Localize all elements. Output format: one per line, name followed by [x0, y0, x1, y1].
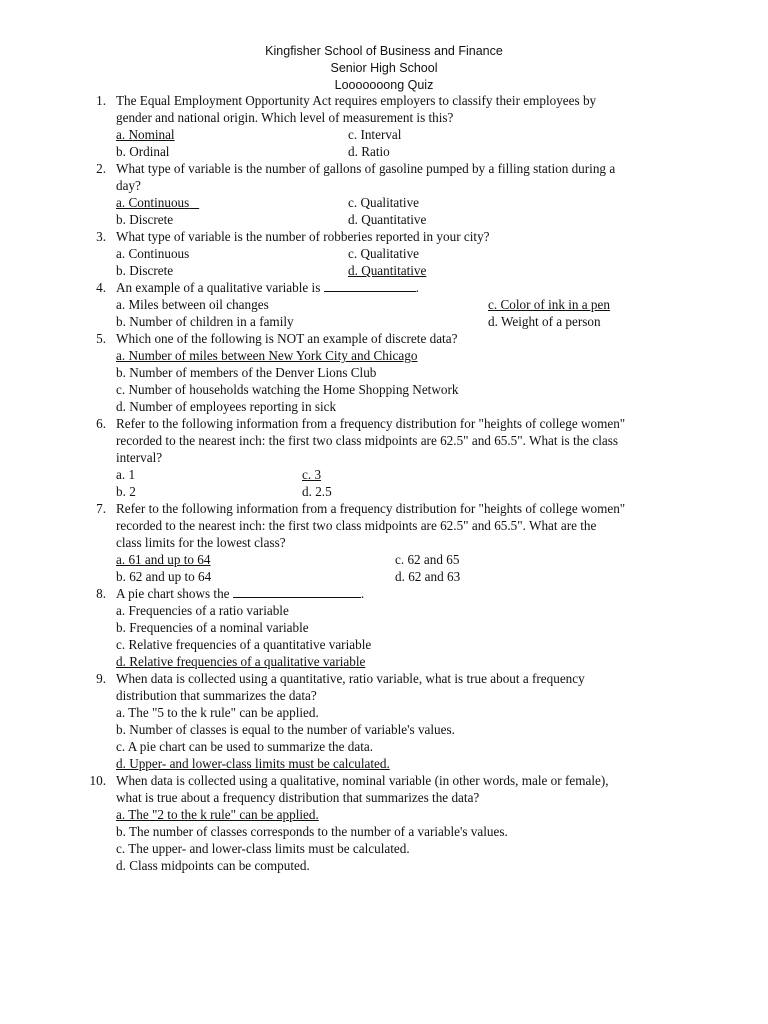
- question-text: What type of variable is the number of gallons of gasoline pumped by a filling station during a: [116, 161, 616, 176]
- question-text: recorded to the nearest inch: the first two class midpoints are 62.5" and 65.5". What are the: [116, 518, 597, 533]
- answer-option: c. 3: [302, 467, 322, 482]
- answer-option: b. Number of members of the Denver Lions Club: [116, 365, 377, 380]
- answer-option: b. Number of classes is equal to the number of variable's values.: [116, 722, 455, 737]
- answer-option: b. Ordinal: [116, 144, 170, 159]
- school-name: Kingfisher School of Business and Finance: [265, 44, 503, 58]
- question-number: 10.: [89, 773, 106, 788]
- answer-option: c. Color of ink in a pen: [488, 297, 610, 312]
- answer-option: a. Number of miles between New York City and Chicago: [116, 348, 418, 363]
- answer-option: d. Upper- and lower-class limits must be calculated.: [116, 756, 390, 771]
- question-number: 2.: [96, 161, 106, 176]
- question-text: Refer to the following information from a frequency distribution for "heights of college women": [116, 416, 626, 431]
- question-text: The Equal Employment Opportunity Act requires employers to classify their employees by: [116, 93, 597, 108]
- answer-option: d. Ratio: [348, 144, 390, 159]
- question-number: 1.: [96, 93, 106, 108]
- answer-option: c. Number of households watching the Home Shopping Network: [116, 382, 459, 397]
- answer-option: d. Relative frequencies of a qualitative variable: [116, 654, 366, 669]
- question-text: day?: [116, 178, 141, 193]
- answer-option: a. 61 and up to 64: [116, 552, 211, 567]
- question-text: interval?: [116, 450, 163, 465]
- answer-option: d. Class midpoints can be computed.: [116, 858, 310, 873]
- question-text: distribution that summarizes the data?: [116, 688, 317, 703]
- question-text: gender and national origin. Which level of measurement is this?: [116, 110, 454, 125]
- question-text: A pie chart shows the .: [116, 586, 365, 601]
- answer-option: c. The upper- and lower-class limits must be calculated.: [116, 841, 410, 856]
- question-number: 3.: [96, 229, 106, 244]
- quiz-title: Looooooong Quiz: [334, 78, 434, 92]
- answer-option: d. Number of employees reporting in sick: [116, 399, 337, 414]
- answer-option: c. Interval: [348, 127, 402, 142]
- answer-option: b. Number of children in a family: [116, 314, 294, 329]
- answer-option: a. Continuous: [116, 246, 190, 261]
- answer-option: d. Quantitative: [348, 263, 427, 278]
- school-level: Senior High School: [330, 61, 438, 75]
- answer-option: a. The "5 to the k rule" can be applied.: [116, 705, 319, 720]
- question-text: recorded to the nearest inch: the first two class midpoints are 62.5" and 65.5". What is the class: [116, 433, 618, 448]
- question-number: 8.: [96, 586, 106, 601]
- answer-option: a. 1: [116, 467, 136, 482]
- answer-option: c. Qualitative: [348, 195, 420, 210]
- answer-option: a. Miles between oil changes: [116, 297, 269, 312]
- answer-option: b. The number of classes corresponds to the number of a variable's values.: [116, 824, 508, 839]
- answer-option: c. 62 and 65: [395, 552, 460, 567]
- answer-option: b. Discrete: [116, 263, 174, 278]
- answer-option: c. Relative frequencies of a quantitative variable: [116, 637, 372, 652]
- answer-option: d. 2.5: [302, 484, 332, 499]
- answer-option: b. Frequencies of a nominal variable: [116, 620, 309, 635]
- question-text: what is true about a frequency distribution that summarizes the data?: [116, 790, 480, 805]
- question-text: When data is collected using a quantitative, ratio variable, what is true about a frequency: [116, 671, 585, 686]
- answer-option: b. 62 and up to 64: [116, 569, 212, 584]
- question-text: What type of variable is the number of robberies reported in your city?: [116, 229, 490, 244]
- answer-option: b. Discrete: [116, 212, 174, 227]
- answer-option: a. Frequencies of a ratio variable: [116, 603, 289, 618]
- answer-option: a. The "2 to the k rule" can be applied.: [116, 807, 319, 822]
- question-text: Which one of the following is NOT an example of discrete data?: [116, 331, 458, 346]
- question-number: 4.: [96, 280, 106, 295]
- answer-option: a. Continuous: [116, 195, 190, 210]
- question-number: 7.: [96, 501, 106, 516]
- answer-option: b. 2: [116, 484, 136, 499]
- question-text: class limits for the lowest class?: [116, 535, 286, 550]
- answer-option: d. Quantitative: [348, 212, 427, 227]
- answer-option: c. A pie chart can be used to summarize the data.: [116, 739, 374, 754]
- answer-option: d. Weight of a person: [488, 314, 601, 329]
- answer-option: a. Nominal: [116, 127, 175, 142]
- question-number: 5.: [96, 331, 106, 346]
- answer-option: d. 62 and 63: [395, 569, 461, 584]
- question-text: When data is collected using a qualitative, nominal variable (in other words, male or female),: [116, 773, 609, 788]
- answer-option: c. Qualitative: [348, 246, 420, 261]
- question-number: 9.: [96, 671, 106, 686]
- question-text: Refer to the following information from a frequency distribution for "heights of college women": [116, 501, 626, 516]
- question-text: An example of a qualitative variable is .: [116, 280, 419, 295]
- question-number: 6.: [96, 416, 106, 431]
